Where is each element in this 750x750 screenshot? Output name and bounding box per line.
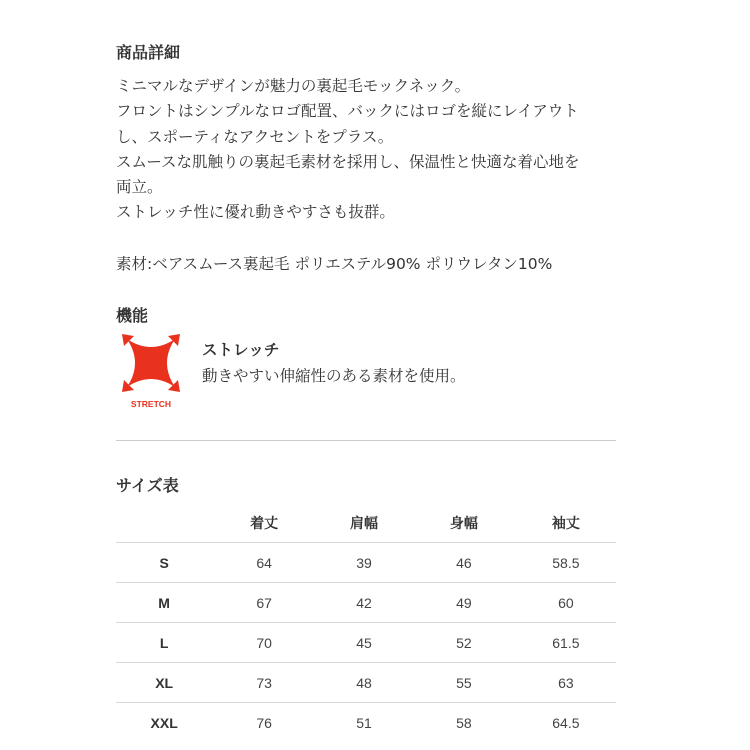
table-cell: 45	[316, 623, 412, 663]
size-label: M	[116, 583, 212, 623]
table-cell: 58	[412, 703, 516, 743]
table-row	[116, 623, 616, 663]
table-cell: 76	[212, 703, 316, 743]
description-line: フロントはシンプルなロゴ配置、バックにはロゴを縦にレイアウト	[116, 102, 579, 121]
table-cell: 51	[316, 703, 412, 743]
table-cell: 46	[412, 543, 516, 583]
table-row	[116, 543, 616, 583]
column-header: 肩幅	[350, 515, 379, 532]
description-line: ミニマルなデザインが魅力の裏起毛モックネック。	[116, 77, 471, 95]
column-header: 着丈	[250, 515, 279, 532]
table-row	[116, 663, 616, 703]
size-label: S	[116, 543, 212, 583]
description-line: 両立。	[116, 178, 163, 197]
table-cell: 58.5	[516, 543, 616, 583]
material-text: 素材:ベアスムース裏起毛 ポリエステル90% ポリウレタン10%	[116, 255, 553, 273]
size-table	[116, 503, 616, 742]
table-cell: 73	[212, 663, 316, 703]
stretch-icon	[118, 333, 184, 411]
column-header: 身幅	[449, 515, 478, 532]
details-description	[116, 74, 636, 226]
table-cell: 49	[412, 583, 516, 623]
table-cell: 61.5	[516, 623, 616, 663]
size-label: L	[116, 623, 212, 663]
table-cell: 48	[316, 663, 412, 703]
feature-title: ストレッチ	[202, 341, 280, 359]
table-row	[116, 583, 616, 623]
details-heading: 商品詳細	[116, 43, 181, 62]
table-cell: 52	[412, 623, 516, 663]
description-line: し、スポーティなアクセントをプラス。	[116, 127, 394, 146]
table-cell: 42	[316, 583, 412, 623]
table-cell: 63	[516, 663, 616, 703]
feature-description: 動きやすい伸縮性のある素材を使用。	[202, 367, 466, 385]
section-divider	[116, 440, 616, 441]
table-cell: 55	[412, 663, 516, 703]
table-cell: 70	[212, 623, 316, 663]
features-heading: 機能	[116, 306, 149, 325]
column-header: 袖丈	[551, 515, 580, 532]
size-table-heading: サイズ表	[116, 476, 179, 495]
table-header-row	[116, 503, 616, 543]
table-cell: 60	[516, 583, 616, 623]
table-cell: 64	[212, 543, 316, 583]
table-row	[116, 703, 616, 743]
size-label: XXL	[116, 703, 212, 743]
table-cell: 39	[316, 543, 412, 583]
stretch-icon-label: STRETCH	[130, 399, 172, 409]
size-label: XL	[116, 663, 212, 703]
table-cell: 67	[212, 583, 316, 623]
description-line: ストレッチ性に優れ動きやすさも抜群。	[116, 203, 395, 222]
table-cell: 64.5	[516, 703, 616, 743]
column-header	[116, 503, 212, 543]
description-line: スムースな肌触りの裏起毛素材を採用し、保温性と快適な着心地を	[116, 152, 580, 171]
